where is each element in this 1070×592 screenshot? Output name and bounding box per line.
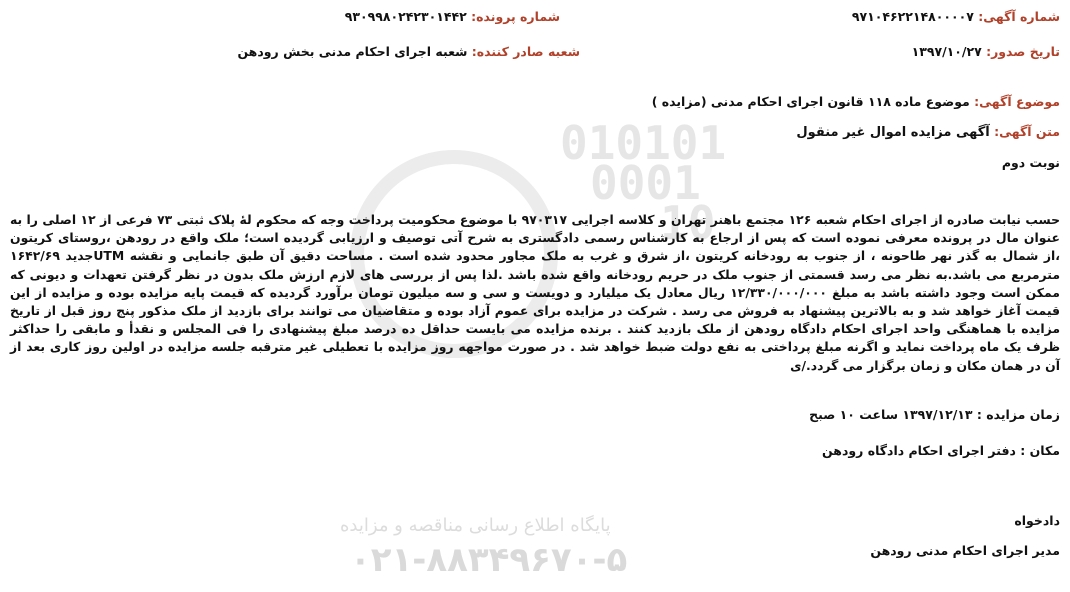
watermark-binary-3: 10	[660, 196, 716, 250]
text-section-row	[796, 124, 1060, 140]
plaintiff-label: دادخواه	[1014, 513, 1060, 528]
ad-number-value: ۹۷۱۰۴۶۲۲۱۴۸۰۰۰۰۷	[851, 9, 974, 24]
watermark-site-name: پایگاه اطلاع رسانی مناقصه و مزایده	[340, 515, 611, 536]
text-section-label: متن آگهی:	[994, 124, 1060, 139]
issuing-branch-row	[237, 44, 580, 59]
issuing-branch-value: شعبه اجرای احکام مدنی بخش رودهن	[237, 44, 468, 59]
auction-time: زمان مزایده : ۱۳۹۷/۱۲/۱۳ ساعت ۱۰ صبح	[809, 407, 1060, 422]
ad-number-row	[852, 9, 1060, 24]
signature-line: مدیر اجرای احکام مدنی رودهن	[870, 543, 1060, 558]
auction-place: مکان : دفتر اجرای احکام دادگاه رودهن	[822, 443, 1060, 458]
file-number-row	[345, 9, 560, 24]
issue-date-label: تاریخ صدور:	[986, 44, 1060, 59]
issue-date-row	[912, 44, 1060, 59]
ad-number-label: شماره آگهی:	[978, 9, 1060, 24]
issue-date-value: ۱۳۹۷/۱۰/۲۷	[911, 44, 982, 59]
watermark-phone: ۰۲۱-۸۸۳۴۹۶۷۰-۵	[350, 540, 628, 580]
text-section-value: آگهی مزایده اموال غیر منقول	[796, 125, 990, 140]
notice-body-paragraph: حسب نیابت صادره از اجرای احکام شعبه ۱۲۶ مجتمع باهنر تهران و کلاسه اجرایی ۹۷۰۳۱۷ با موضوع محکومیت پرداخت وجه که محکوم لهٔ پلاک ثبتی ۷۳ فرعی از ۱۲ اصلی را به عنوان مال در پرونده معرفی نموده است که پس از ارجاع به کارشناس رسمی دادگستری به شرح آتی توصیف و ارزیابی گردیده است؛ ملک واقع در رودهن ،روستای کریتون ،از شمال به گذر نهر طاحونه ، از جنوب به رودخانه کریتون ،از شرق و غرب به ملک مجاور محدود شده است . مساحت دقیق آن طبق جانمایی و نقشه UTMجدید ۱۶۴۲/۶۹ مترمربع می باشد.به نظر می رسد قسمتی از جنوب ملک در حریم رودخانه واقع شده باشد .لذا پس از بررسی های لازم ارزش ملک بدون در نظر گرفتن تعهدات و دیونی که ممکن است وجود داشته باشد به مبلغ ۱۲/۳۳۰/۰۰۰/۰۰۰ ریال معادل یک میلیارد و دویست و سی و سه میلیون تومان برآورد گردیده که قیمت پایه مزایده بوده و مزایده از این قیمت آغاز خواهد شد و به بالاترین پیشنهاد به فروش می رسد . شرکت در مزایده برای عموم آزاد بوده و متقاضیان می توانند برای بازدید از ملک مذکور پنج روز قبل از تاریخ مزایده با هماهنگی واحد اجرای احکام دادگاه رودهن از ملک بازدید کنند . برنده مزایده می بایست حداقل ده درصد مبلغ پیشنهادی را فی المجلس و نقدأ و مابقی را حداکثر ظرف یک ماه پرداخت نماید و اگرنه مبلغ پرداختی به نفع دولت ضبط خواهد شد . در صورت مواجهه روز مزایده با تعطیلی غیر مترقبه جلسه مزایده در اولین روز کاری بعد از آن در همان مکان و زمان برگزار می گردد./ی	[10, 212, 1060, 373]
watermark-binary-1: 010101	[560, 116, 727, 170]
watermark-binary-2: 0001	[590, 156, 701, 210]
subject-value: موضوع ماده ۱۱۸ قانون اجرای احکام مدنی (مزایده )	[651, 94, 970, 109]
issuing-branch-label: شعبه صادر کننده:	[471, 44, 580, 59]
file-number-value: ۹۳۰۹۹۸۰۲۴۲۳۰۱۴۴۲	[344, 9, 467, 24]
file-number-label: شماره پرونده:	[471, 9, 560, 24]
round-label: نوبت دوم	[1001, 155, 1060, 170]
subject-row	[652, 94, 1060, 109]
subject-label: موضوع آگهی:	[974, 94, 1060, 109]
